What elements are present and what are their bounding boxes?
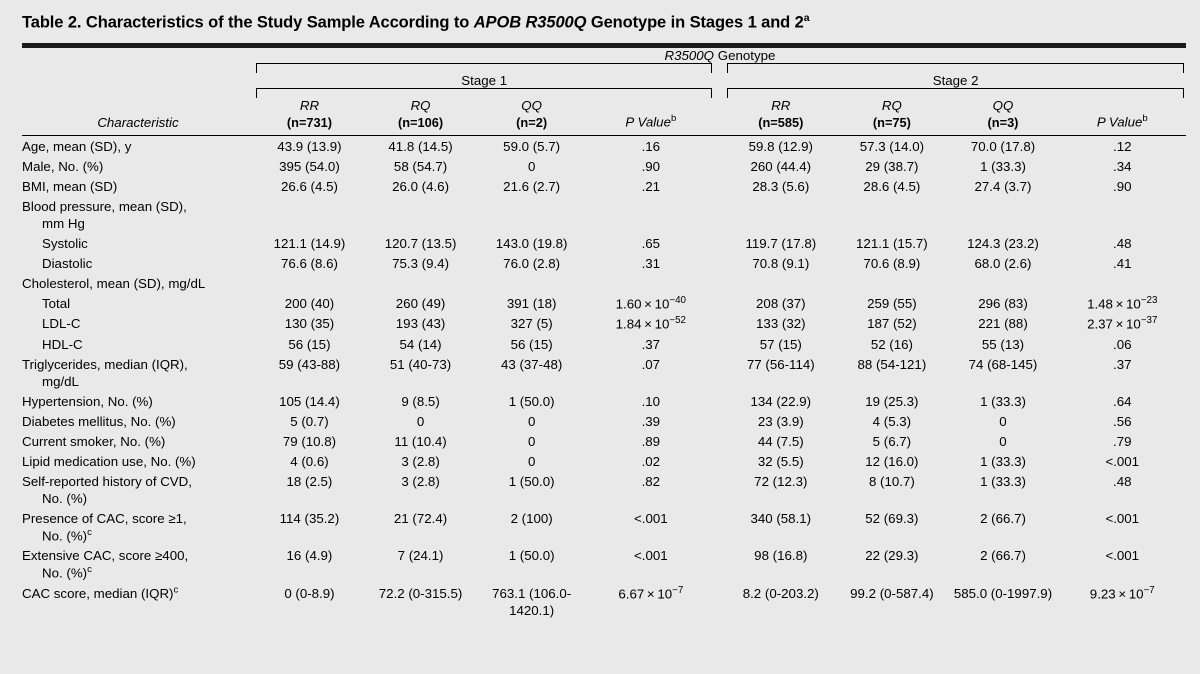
- cell-stage2-0: 44 (7.5): [757, 433, 804, 449]
- row-label: Systolic: [42, 235, 88, 251]
- cell-stage2-2: 55 (13): [981, 336, 1025, 352]
- stage-header-row: [22, 73, 1186, 88]
- cell-stage1-2: [476, 196, 587, 233]
- row-label: Diabetes mellitus, No. (%): [22, 413, 176, 429]
- column-gap: [714, 451, 725, 471]
- stage2-header: Stage 2: [932, 73, 979, 89]
- row-label: LDL-C: [42, 316, 81, 332]
- cell-stage2-0: 70.8 (9.1): [752, 255, 810, 271]
- cell-stage1-pvalue: $1.60 \times 10^{-40}$: [615, 294, 687, 312]
- row-label: BMI, mean (SD): [22, 178, 118, 194]
- cell-stage1-1: 58 (54.7): [393, 158, 448, 174]
- header-stage1-qq: [476, 98, 587, 131]
- header-stage2-pvalue-marker: b: [1142, 113, 1148, 125]
- cell-stage1-2: 327 (5): [510, 316, 553, 332]
- row-label: Cholesterol, mean (SD), mg/dL: [22, 275, 206, 291]
- row-label: Lipid medication use, No. (%): [22, 453, 196, 469]
- column-gap: [714, 253, 725, 273]
- cell-stage1-0: 79 (10.8): [282, 433, 337, 449]
- row-label: Self-reported history of CVD, No. (%): [22, 473, 192, 506]
- cell-stage1-pvalue: <.001: [634, 548, 668, 564]
- cell-stage1-2: 763.1 (106.0-1420.1): [492, 585, 572, 618]
- table-row: [22, 273, 1186, 293]
- cell-stage2-1: 4 (5.3): [872, 413, 912, 429]
- cell-stage2-pvalue: .56: [1113, 413, 1132, 429]
- cell-stage2-1: [836, 273, 947, 293]
- header-stage2-rr: [725, 98, 836, 131]
- cell-stage2-pvalue: $2.37 \times 10^{-37}$: [1087, 315, 1158, 332]
- cell-stage2-pvalue: $9.23 \times 10^{-7}$: [1089, 584, 1155, 602]
- cell-stage1-2: 0: [527, 413, 536, 429]
- cell-stage2-pvalue: $1.48 \times 10^{-23}$: [1087, 294, 1158, 312]
- cell-stage1-0: 105 (14.4): [279, 393, 340, 409]
- cell-stage1-0: 59 (43-88): [278, 356, 341, 372]
- cell-stage1-1: 75.3 (9.4): [392, 255, 449, 271]
- cell-stage2-0: [725, 196, 836, 233]
- header-stage2-rr-n: (n=585): [758, 114, 804, 130]
- cell-stage2-0: 208 (37): [756, 295, 806, 311]
- row-label: CAC score, median (IQR)$^c$: [22, 584, 179, 602]
- header-stage2-rq-geno: RQ: [881, 98, 902, 114]
- cell-stage1-2: 21.6 (2.7): [503, 178, 561, 194]
- cell-stage2-2: 2 (66.7): [980, 510, 1026, 526]
- column-gap: [714, 314, 725, 334]
- header-characteristic: Characteristic: [97, 114, 179, 130]
- table-row: [22, 451, 1186, 471]
- stage-bracket-row: [22, 63, 1186, 73]
- cell-stage1-pvalue: $1.84 \times 10^{-52}$: [615, 315, 687, 332]
- column-gap: [714, 196, 725, 233]
- cell-stage1-2: 56 (15): [510, 336, 553, 352]
- cell-stage2-pvalue: <.001: [1105, 453, 1140, 469]
- header-stage1-qq-geno: QQ: [521, 98, 542, 114]
- row-label: Current smoker, No. (%): [22, 433, 166, 449]
- cell-stage2-1: 8 (10.7): [868, 473, 915, 489]
- cell-stage1-1: 26.0 (4.6): [392, 178, 449, 194]
- cell-stage2-pvalue: .64: [1113, 393, 1132, 409]
- cell-stage1-0: 0 (0-8.9): [284, 585, 335, 601]
- cell-stage1-2: 0: [527, 433, 536, 449]
- cell-stage2-0: 98 (16.8): [754, 548, 808, 564]
- cell-stage2-2: 2 (66.7): [980, 548, 1026, 564]
- cell-stage2-0: [725, 273, 836, 293]
- cell-stage2-1: 121.1 (15.7): [856, 235, 928, 251]
- table-row: [22, 253, 1186, 273]
- cell-stage1-0: [254, 196, 365, 233]
- header-stage1-rq-geno: RQ: [410, 98, 431, 114]
- cell-stage2-1: 22 (29.3): [865, 548, 919, 564]
- table-row: [22, 583, 1186, 620]
- table-row: [22, 354, 1186, 391]
- header-stage2-qq-geno: QQ: [992, 98, 1014, 114]
- genotype-group-rest: Genotype: [714, 48, 776, 64]
- cell-stage1-1: 54 (14): [399, 336, 442, 352]
- cell-stage2-2: 70.0 (17.8): [970, 138, 1036, 154]
- table-row: [22, 508, 1186, 545]
- cell-stage2-0: 119.7 (17.8): [745, 235, 817, 251]
- cell-stage1-1: 3 (2.8): [401, 473, 440, 489]
- table-row: [22, 293, 1186, 313]
- table-title: [0, 0, 1200, 33]
- cell-stage1-0: 76.6 (8.6): [280, 255, 338, 271]
- header-stage2-rq: [836, 98, 947, 131]
- column-gap: [714, 431, 725, 451]
- cell-stage1-2: 0: [527, 453, 536, 469]
- table-row: [22, 546, 1186, 583]
- column-gap: [714, 334, 725, 354]
- genotype-group-header-row: [22, 48, 1186, 63]
- row-label: Diastolic: [42, 255, 93, 271]
- cell-stage2-2: 124.3 (23.2): [967, 235, 1039, 251]
- cell-stage2-1: 57.3 (14.0): [859, 138, 925, 154]
- cell-stage2-pvalue: [1059, 273, 1186, 293]
- cell-stage2-0: 8.2 (0-203.2): [742, 585, 819, 601]
- cell-stage2-0: 23 (3.9): [757, 413, 804, 429]
- cell-stage2-1: 29 (38.7): [865, 158, 919, 174]
- column-gap: [714, 156, 725, 176]
- genotype-group-italic: R3500Q: [664, 48, 715, 64]
- cell-stage2-2: 221 (88): [978, 316, 1028, 332]
- cell-stage1-pvalue: .90: [641, 158, 661, 174]
- cell-stage1-0: [254, 273, 365, 293]
- cell-stage2-2: 1 (33.3): [980, 473, 1026, 489]
- cell-stage2-2: 0: [999, 433, 1007, 449]
- cell-stage2-0: 28.3 (5.6): [752, 178, 810, 194]
- cell-stage2-pvalue: .90: [1113, 178, 1132, 194]
- cell-stage2-1: 99.2 (0-587.4): [850, 585, 934, 601]
- cell-stage2-2: 27.4 (3.7): [974, 178, 1032, 194]
- cell-stage1-2: 0: [527, 158, 536, 174]
- header-stage2-rq-n: (n=75): [872, 114, 911, 130]
- column-gap: [714, 583, 725, 620]
- column-gap: [714, 354, 725, 391]
- cell-stage1-0: 16 (4.9): [286, 548, 333, 564]
- header-stage1-pvalue-marker: b: [670, 113, 677, 125]
- cell-stage2-1: 12 (16.0): [865, 453, 919, 469]
- cell-stage2-pvalue: [1059, 196, 1186, 233]
- cell-stage2-2: 74 (68-145): [968, 356, 1038, 372]
- cell-stage1-pvalue: .07: [641, 356, 661, 372]
- cell-stage1-0: 43.9 (13.9): [277, 138, 342, 154]
- cell-stage1-1: 51 (40-73): [389, 356, 452, 372]
- cell-stage2-pvalue: .12: [1113, 138, 1132, 154]
- cell-stage1-0: 200 (40): [284, 295, 335, 311]
- cell-stage2-pvalue: <.001: [1105, 510, 1140, 526]
- cell-stage1-pvalue: .82: [641, 473, 661, 489]
- cell-stage2-1: 52 (16): [870, 336, 913, 352]
- cell-stage2-pvalue: .41: [1113, 255, 1132, 271]
- cell-stage2-2: 1 (33.3): [980, 453, 1026, 469]
- cell-stage2-2: 1 (33.3): [980, 393, 1026, 409]
- column-gap: [714, 136, 725, 157]
- column-gap: [714, 411, 725, 431]
- header-stage2-rr-geno: RR: [771, 98, 791, 114]
- header-stage2-pvalue-label: P Value: [1096, 114, 1143, 130]
- column-header-row: [22, 98, 1186, 131]
- cell-stage1-2: 1 (50.0): [508, 393, 555, 409]
- row-label: Triglycerides, median (IQR), mg/dL: [22, 356, 188, 389]
- cell-stage1-pvalue: [587, 196, 714, 233]
- cell-stage2-pvalue: .79: [1113, 433, 1132, 449]
- cell-stage2-1: 5 (6.7): [872, 433, 912, 449]
- header-stage1-rr: [254, 98, 365, 131]
- row-label: Presence of CAC, score ≥1, No. (%)$^c$: [22, 510, 187, 544]
- cell-stage1-0: 114 (35.2): [279, 510, 340, 526]
- cell-stage2-2: 296 (83): [978, 295, 1028, 311]
- cell-stage1-1: [365, 196, 476, 233]
- column-gap: [714, 273, 725, 293]
- cell-stage1-1: 11 (10.4): [394, 433, 447, 449]
- cell-stage2-pvalue: .37: [1113, 356, 1132, 372]
- column-gap: [714, 471, 725, 508]
- cell-stage1-1: 0: [416, 413, 425, 429]
- cell-stage2-1: 19 (25.3): [865, 393, 919, 409]
- table-row: [22, 471, 1186, 508]
- row-label: Male, No. (%): [22, 158, 104, 174]
- cell-stage2-0: 340 (58.1): [750, 510, 812, 526]
- table-row: [22, 411, 1186, 431]
- cell-stage1-pvalue: .39: [641, 413, 661, 429]
- header-stage2-pvalue: [1059, 98, 1186, 131]
- row-label: Extensive CAC, score ≥400, No. (%)$^c$: [22, 548, 189, 581]
- cell-stage2-2: 585.0 (0-1997.9): [953, 585, 1053, 601]
- cell-stage1-1: 7 (24.1): [397, 548, 444, 564]
- stage2-genotype-bracket: [727, 88, 1184, 98]
- cell-stage1-2: 59.0 (5.7): [503, 138, 561, 154]
- cell-stage1-pvalue: .02: [641, 453, 661, 469]
- header-stage1-rr-geno: RR: [299, 98, 320, 114]
- stage1-bracket: [256, 63, 713, 73]
- header-stage1-pvalue: [587, 98, 714, 131]
- cell-stage1-pvalue: .37: [641, 336, 661, 352]
- cell-stage1-2: 1 (50.0): [508, 473, 555, 489]
- title-prefix: Table 2. Characteristics of the Study Sample According to: [22, 13, 474, 32]
- cell-stage2-1: 88 (54-121): [857, 356, 927, 372]
- cell-stage2-0: 57 (15): [759, 336, 802, 352]
- cell-stage1-pvalue: [587, 273, 714, 293]
- genotype-bracket-row: [22, 88, 1186, 98]
- cell-stage1-1: 260 (49): [395, 295, 446, 311]
- table-row: [22, 176, 1186, 196]
- column-gap: [714, 293, 725, 313]
- cell-stage2-1: [836, 196, 947, 233]
- table-row: [22, 314, 1186, 334]
- cell-stage2-1: 187 (52): [867, 316, 917, 332]
- table-row: [22, 156, 1186, 176]
- cell-stage1-2: 391 (18): [506, 295, 557, 311]
- cell-stage2-1: 259 (55): [867, 295, 917, 311]
- cell-stage2-pvalue: .06: [1113, 336, 1132, 352]
- header-stage1-pvalue-label: P Value: [625, 114, 671, 130]
- cell-stage2-0: 32 (5.5): [757, 453, 804, 469]
- cell-stage1-1: 41.8 (14.5): [388, 138, 453, 154]
- cell-stage1-2: 1 (50.0): [508, 548, 555, 564]
- cell-stage1-pvalue: .21: [641, 178, 661, 194]
- row-label: Total: [42, 295, 71, 311]
- cell-stage1-1: 9 (8.5): [401, 393, 440, 409]
- table-row: [22, 196, 1186, 233]
- cell-stage2-pvalue: .48: [1113, 235, 1132, 251]
- header-stage1-rq-n: (n=106): [397, 114, 444, 130]
- cell-stage1-2: 143.0 (19.8): [495, 235, 568, 251]
- cell-stage1-pvalue: .10: [641, 393, 661, 409]
- title-footnote-marker: a: [803, 12, 810, 24]
- cell-stage1-2: 43 (37-48): [500, 356, 563, 372]
- cell-stage2-0: 133 (32): [756, 316, 806, 332]
- cell-stage1-0: 130 (35): [284, 316, 335, 332]
- stage1-header: Stage 1: [461, 73, 508, 89]
- genotype-group-header: [254, 48, 1186, 63]
- cell-stage1-1: 21 (72.4): [393, 510, 448, 526]
- row-label: Hypertension, No. (%): [22, 393, 153, 409]
- cell-stage2-2: 0: [999, 413, 1007, 429]
- header-stage2-qq-n: (n=3): [987, 114, 1019, 130]
- title-middle: Genotype in Stages 1 and 2: [586, 13, 804, 32]
- column-gap: [714, 233, 725, 253]
- cell-stage1-1: 120.7 (13.5): [384, 235, 457, 251]
- header-stage2-qq: [947, 98, 1058, 131]
- cell-stage2-1: 52 (69.3): [865, 510, 919, 526]
- cell-stage1-0: 395 (54.0): [279, 158, 340, 174]
- row-label: Age, mean (SD), y: [22, 138, 132, 154]
- cell-stage1-pvalue: .89: [641, 433, 661, 449]
- cell-stage1-0: 4 (0.6): [290, 453, 329, 469]
- characteristics-table: [22, 48, 1186, 620]
- title-gene: APOB R3500Q: [473, 13, 587, 32]
- cell-stage1-2: 2 (100): [510, 510, 553, 526]
- cell-stage2-pvalue: <.001: [1105, 548, 1140, 564]
- stage1-genotype-bracket: [256, 88, 713, 98]
- cell-stage2-2: 1 (33.3): [980, 158, 1026, 174]
- cell-stage2-2: [947, 196, 1058, 233]
- cell-stage1-1: 3 (2.8): [401, 453, 440, 469]
- cell-stage1-1: 72.2 (0-315.5): [378, 585, 463, 601]
- cell-stage1-1: [365, 273, 476, 293]
- cell-stage2-pvalue: .34: [1113, 158, 1132, 174]
- cell-stage1-2: [476, 273, 587, 293]
- cell-stage1-0: 5 (0.7): [290, 413, 329, 429]
- cell-stage2-2: 68.0 (2.6): [974, 255, 1032, 271]
- cell-stage2-1: 28.6 (4.5): [863, 178, 921, 194]
- stage2-bracket: [727, 63, 1184, 73]
- cell-stage2-0: 77 (56-114): [746, 356, 815, 372]
- cell-stage2-0: 260 (44.4): [750, 158, 812, 174]
- cell-stage2-2: [947, 273, 1058, 293]
- cell-stage1-0: 121.1 (14.9): [273, 235, 346, 251]
- cell-stage1-1: 193 (43): [395, 316, 446, 332]
- table-body: [22, 136, 1186, 621]
- header-stage1-rr-n: (n=731): [286, 114, 333, 130]
- cell-stage1-pvalue: .16: [641, 138, 661, 154]
- cell-stage1-0: 18 (2.5): [286, 473, 333, 489]
- column-gap: [714, 546, 725, 583]
- table-row: [22, 334, 1186, 354]
- header-stage1-rq: [365, 98, 476, 131]
- column-gap: [714, 391, 725, 411]
- cell-stage2-0: 59.8 (12.9): [748, 138, 813, 154]
- table-row: [22, 431, 1186, 451]
- row-label: Blood pressure, mean (SD), mm Hg: [22, 198, 187, 231]
- cell-stage2-1: 70.6 (8.9): [863, 255, 921, 271]
- cell-stage1-0: 56 (15): [288, 336, 331, 352]
- cell-stage2-pvalue: .48: [1113, 473, 1132, 489]
- header-stage1-qq-n: (n=2): [516, 114, 548, 130]
- row-label: HDL-C: [42, 336, 83, 352]
- cell-stage2-0: 134 (22.9): [750, 393, 812, 409]
- cell-stage1-0: 26.6 (4.5): [280, 178, 338, 194]
- table-row: [22, 233, 1186, 253]
- column-gap: [714, 508, 725, 545]
- cell-stage1-pvalue: $6.67 \times 10^{-7}$: [618, 584, 684, 602]
- cell-stage1-2: 76.0 (2.8): [503, 255, 561, 271]
- column-gap: [714, 176, 725, 196]
- cell-stage1-pvalue: .31: [641, 255, 661, 271]
- cell-stage2-0: 72 (12.3): [754, 473, 808, 489]
- cell-stage1-pvalue: <.001: [634, 510, 668, 526]
- table-row: [22, 136, 1186, 157]
- cell-stage1-pvalue: .65: [641, 235, 661, 251]
- table-row: [22, 391, 1186, 411]
